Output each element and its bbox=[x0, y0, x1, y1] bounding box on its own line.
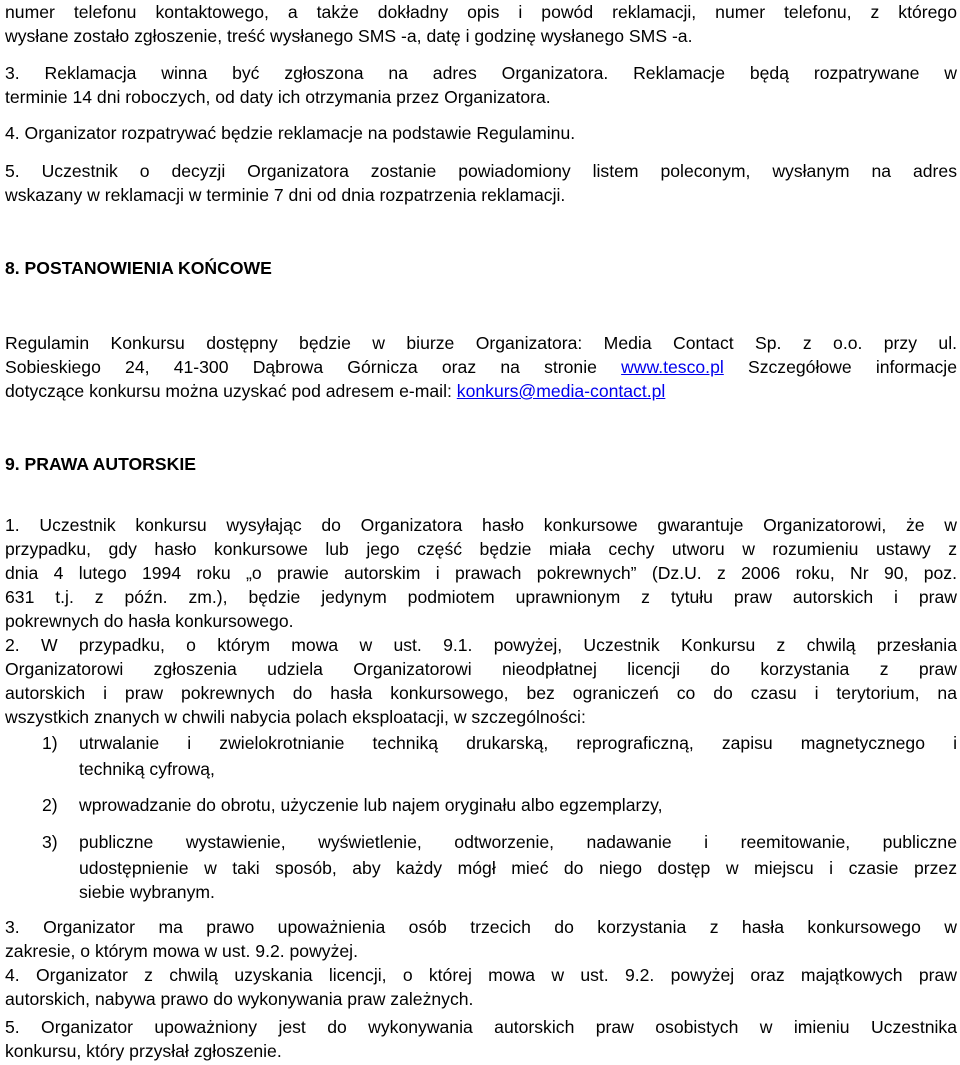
list-item-line: techniką cyfrową, bbox=[79, 759, 215, 779]
paragraph-line: 4. Organizator z chwilą uzyskania licencji, o której mowa w ust. 9.2. powyżej oraz majątkowych praw bbox=[5, 965, 957, 985]
list-number: 1) bbox=[42, 733, 58, 753]
paragraph-line: wskazany w reklamacji w terminie 7 dni od dnia rozpatrzenia reklamacji. bbox=[5, 185, 566, 205]
paragraph-line: wszystkich znanych w chwili nabycia polach eksploatacji, w szczególności: bbox=[5, 707, 586, 727]
list-item-line: siebie wybranym. bbox=[79, 882, 215, 902]
paragraph-line: 2. W przypadku, o którym mowa w ust. 9.1. powyżej, Uczestnik Konkursu z chwilą przesłania bbox=[5, 635, 957, 655]
paragraph-line: Regulamin Konkursu dostępny będzie w biurze Organizatora: Media Contact Sp. z o.o. przy ul. bbox=[5, 333, 957, 353]
paragraph-line: 4. Organizator rozpatrywać będzie reklamacje na podstawie Regulaminu. bbox=[5, 123, 576, 143]
paragraph-line: terminie 14 dni roboczych, od daty ich otrzymania przez Organizatora. bbox=[5, 87, 551, 107]
section-heading: 9. PRAWA AUTORSKIE bbox=[5, 454, 196, 474]
paragraph-line: autorskich i praw pokrewnych do hasła konkursowego, bez ograniczeń co do czasu i terytorium, na bbox=[5, 683, 957, 703]
paragraph-line: 3. Organizator ma prawo upoważnienia osób trzecich do korzystania z hasła konkursowego w bbox=[5, 917, 957, 937]
email-link[interactable]: konkurs@media-contact.pl bbox=[456, 381, 666, 401]
list-item-line: utrwalanie i zwielokrotnianie techniką drukarską, reprograficzną, zapisu magnetycznego i bbox=[79, 733, 957, 753]
list-number: 3) bbox=[42, 832, 58, 852]
paragraph-line: 631 t.j. z późn. zm.), będzie jedynym podmiotem uprawnionym z tytułu praw autorskich i praw bbox=[5, 587, 957, 607]
paragraph-line: 3. Reklamacja winna być zgłoszona na adres Organizatora. Reklamacje będą rozpatrywane w bbox=[5, 63, 957, 83]
text-span: Szczegółowe informacje bbox=[723, 357, 957, 377]
list-number: 2) bbox=[42, 795, 58, 815]
list-item-line: wprowadzanie do obrotu, użyczenie lub najem oryginału albo egzemplarzy, bbox=[79, 795, 663, 815]
paragraph-line bbox=[5, 379, 957, 403]
paragraph-line: dnia 4 lutego 1994 roku „o prawie autorskim i prawach pokrewnych” (Dz.U. z 2006 roku, Nr 90, poz. bbox=[5, 563, 957, 583]
paragraph-line bbox=[5, 355, 957, 379]
text-span: Sobieskiego 24, 41-300 Dąbrowa Górnicza oraz na stronie bbox=[5, 357, 622, 377]
paragraph-line: zakresie, o którym mowa w ust. 9.2. powyżej. bbox=[5, 941, 358, 961]
list-item-line: udostępnienie w taki sposób, aby każdy mógł mieć do niego dostęp w miejscu i czasie przez bbox=[79, 858, 957, 878]
paragraph-line: konkursu, który przysłał zgłoszenie. bbox=[5, 1041, 282, 1061]
section-heading: 8. POSTANOWIENIA KOŃCOWE bbox=[5, 258, 272, 278]
list-item-line: publiczne wystawienie, wyświetlenie, odtworzenie, nadawanie i reemitowanie, publiczne bbox=[79, 832, 957, 852]
paragraph-line: wysłane zostało zgłoszenie, treść wysłanego SMS -a, datę i godzinę wysłanego SMS -a. bbox=[5, 26, 693, 46]
paragraph-line: 5. Organizator upoważniony jest do wykonywania autorskich praw osobistych w imieniu Uczestnika bbox=[5, 1017, 957, 1037]
paragraph-line: autorskich, nabywa prawo do wykonywania praw zależnych. bbox=[5, 989, 474, 1009]
text-span: dotyczące konkursu można uzyskać pod adresem e-mail: bbox=[5, 381, 457, 401]
paragraph-line: Organizatorowi zgłoszenia udziela Organizatorowi nieodpłatnej licencji do korzystania z praw bbox=[5, 659, 957, 679]
paragraph-line: 1. Uczestnik konkursu wysyłając do Organizatora hasło konkursowe gwarantuje Organizatorowi, że w bbox=[5, 515, 957, 535]
paragraph-line: przypadku, gdy hasło konkursowe lub jego część będzie miała cechy utworu w rozumieniu ustawy z bbox=[5, 539, 957, 559]
paragraph-line: numer telefonu kontaktowego, a także dokładny opis i powód reklamacji, numer telefonu, z którego bbox=[5, 2, 957, 22]
paragraph-line: pokrewnych do hasła konkursowego. bbox=[5, 611, 294, 631]
website-link[interactable]: www.tesco.pl bbox=[621, 357, 724, 377]
paragraph-line: 5. Uczestnik o decyzji Organizatora zostanie powiadomiony listem poleconym, wysłanym na adres bbox=[5, 161, 957, 181]
